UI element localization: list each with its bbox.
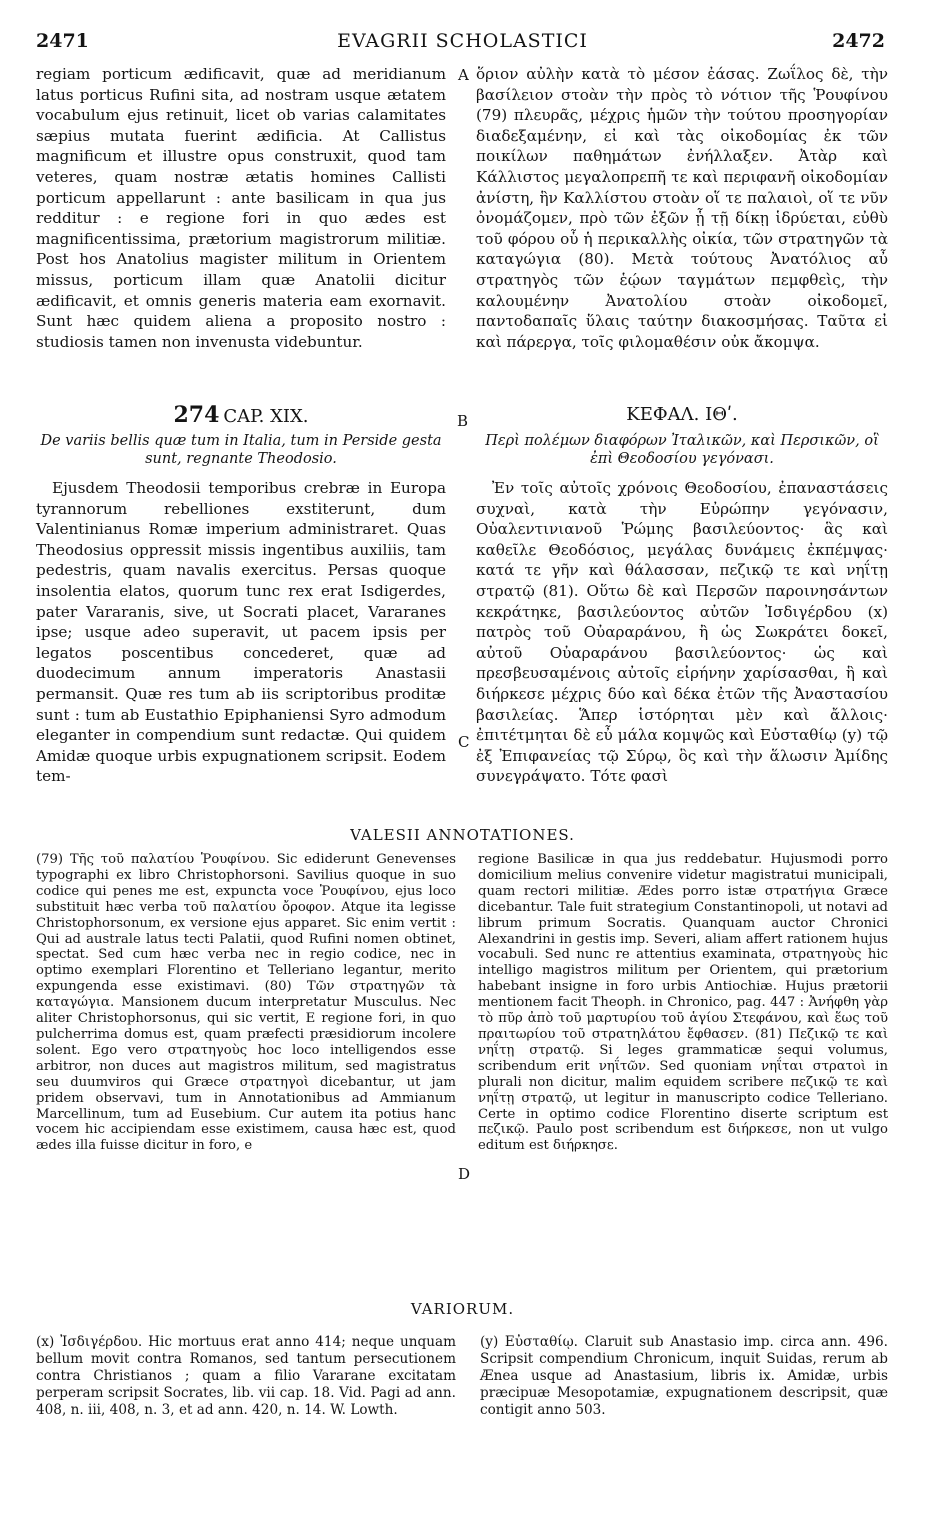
margin-letter-c: C: [458, 733, 470, 751]
margin-letter-b: B: [457, 412, 469, 430]
variorum-note-text-right: (y) Εὐσταθίῳ. Claruit sub Anastasio imp. circa ann. 496. Scripsit compendium Chronicum, inquit Suidas, rerum ab Ænea usque ad Anastasium, libris ix. Amidæ, urbis præcipuæ Mesopotamiæ, expugnationem descripsit, quæ contigit anno 503.: [480, 1334, 888, 1418]
greek-column-top: [476, 64, 888, 352]
chapter-number: 274: [173, 402, 220, 428]
variorum-note-left: [36, 1334, 456, 1419]
valesii-heading: VALESII ANNOTATIONES.: [350, 826, 575, 844]
valesii-note-text-right: regione Basilicæ in qua jus reddebatur. Hujusmodi porro domicilium melius convenire videtur magistratui municipali, quam rectori militiæ. Ædes porro istæ στρατήγια Græce dicebantur. Tale fuit strategium Constantinopoli, ut notavi ad librum primum Socratis. Quanquam auctor Chronici Alexandrini in gestis imp. Severi, aliam affert rationem hujus vocabuli. Sed nunc re attentius examinata, στρατηγοὺς hic intelligo magistros militum per Orientem, qui prætorium habebant insigne in foro urbis Antiochiæ. Hujus prætorii mentionem facit Theoph. in Chronico, pag. 447 : Ἀνήφθη γὰρ τὸ πῦρ ἀπὸ τοῦ μαρτυρίου τοῦ ἁγίου Στεφάνου, καὶ ἕως τοῦ πραιτωρίου τοῦ στρατηλάτου ἔφθασεν. (81) Πεζικῷ τε καὶ νηΐτῃ στρατῷ. Si leges grammaticæ sequi volumus, scribendum erit νηΐτῶν. Sed quoniam νηΐται στρατοὶ in plurali non dicitur, malim equidem scribere πεζικῷ τε καὶ νηΐτῃ στρατῷ, ut legitur in manuscripto codice Telleriano. Certe in optimo codice Florentino diserte scriptum est πεζικῷ. Paulo post scribendum est διήρκεσε, non ut vulgo editum est διήρκησε.: [478, 852, 888, 1154]
latin-chapter-label: CAP. XIX.: [223, 406, 309, 427]
greek-paragraph-top: ὅριον αὐλὴν κατὰ τὸ μέσον ἐάσας. Ζωΐλος δὲ, τὴν βασίλειον στοὰν τὴν πρὸς τὸ νότιον τῆς Ῥουφίνου (79) πλευρᾶς, μέχρις ἡμῶν τὴν τούτου προσηγορίαν διαδεξαμένην, εἰ καὶ τὰς οἰκοδομίας ἐκ τῶν ποικίλων παθημάτων ἐνήλλαξεν. Ἀτὰρ καὶ Κάλλιστος μεγαλοπρεπῆ τε καὶ περιφανῆ οἰκοδομίαν ἀνίστη, ἣν Καλλίστου στοὰν οἵ τε παλαιοὶ, οἵ τε νῦν ὀνομάζομεν, πρὸ τῶν ἐξῶν ᾗ τῇ δίκῃ ἱδρύεται, εὐθὺ τοῦ φόρου οὗ ἡ περικαλλὴς οἰκία, τῶν στρατηγῶν τὰ καταγώγια (80). Μετὰ τούτους Ἀνατόλιος αὖ στρατηγὸς τῶν ἑῴων ταγμάτων πεμφθεὶς, τὴν καλουμένην Ἀνατολίου στοὰν οἰκοδομεῖ, παντοδαπαῖς ὕλαις ταύτην διακοσμήσας. Ταῦτα εἰ καὶ πάρεργα, τοῖς φιλομαθέσιν οὐκ ἄκομψα.: [476, 65, 888, 351]
variorum-note-right: [480, 1334, 888, 1419]
latin-chapter-heading: [36, 402, 446, 428]
latin-column-top: [36, 64, 446, 352]
latin-column-body: [36, 478, 446, 787]
margin-letter-a: A: [458, 66, 469, 84]
variorum-note-text-left: (x) Ἰσδιγέρδου. Hic mortuus erat anno 414; neque unquam bellum movit contra Romanos, sed tantum persecutionem contra Christianos ; quam a filio Vararane excitatam perperam scripsit Socrates, lib. vii cap. 18. Vid. Pagi ad ann. 408, n. iii, 408, n. 3, et ad ann. 420, n. 14. W. Lowth.: [36, 1334, 456, 1418]
latin-paragraph-top: regiam porticum ædificavit, quæ ad meridianum latus porticus Rufini sita, ad nostram usque ætatem vocabulum ejus retinuit, licet ob varias calamitates sæpius mutata fuerint ædificia. At Callistus magnificum et illustre opus construxit, quod tam veteres, quam nostræ ætatis homines Callisti porticum appellarunt : ante basilicam in qua jus redditur : e regione fori in quo ædes est magnificentissima, prætorium magistrorum militiæ. Post hos Anatolius magister militum in Orientem missus, porticum illam quæ Anatolii dicitur ædificavit, et omnis generis materia eam exornavit. Sunt hæc quidem aliena a proposito nostro : studiosis tamen non invenusta videbuntur.: [36, 65, 446, 351]
greek-chapter-heading: ΚΕΦΑΛ. ΙΘʹ.: [626, 404, 738, 425]
valesii-note-text-left: (79) Τῆς τοῦ παλατίου Ῥουφίνου. Sic ediderunt Genevenses typographi ex libro Christophorsoni. Savilius quoque in suo codice qui penes me est, expuncta voce Ῥουφίνου, ejus loco substituit hæc verba τοῦ παλατίου ὄροφον. Atque ita legisse Christophorsonum, ex versione ejus apparet. Sic enim vertit : Qui ad australe latus tecti Palatii, quod Rufini nomen obtinet, spectat. Sed cum hæc verba nec in regio codice, nec in optimo exemplari Florentino et Telleriano legantur, merito expungenda esse existimavi. (80) Τῶν στρατηγῶν τὰ καταγώγια. Mansionem ducum interpretatur Musculus. Nec aliter Christophorsonus, qui sic vertit, E regione fori, in quo pulcherrima domus est, quam præfecti præsidiorum incolere solent. Ego vero στρατηγοὺς hoc loco intelligendos esse arbitror, non duces aut magistros militum, sed magistratus seu duumviros qui Græce στρατηγοὶ dicebantur, ut jam pridem observavi, tum in Annotationibus ad Ammianum Marcellinum, tum ad Eusebium. Cur autem ita potius hanc vocem hic accipiendam esse existimem, causa hæc est, quod ædes illa fuisse dicitur in foro, e: [36, 852, 456, 1154]
latin-chapter-subtitle: De variis bellis quæ tum in Italia, tum in Perside gesta sunt, regnante Theodosio.: [40, 433, 442, 467]
greek-chapter-subtitle: Περὶ πολέμων διαφόρων Ἰταλικῶν, καὶ Περσικῶν, οἳ ἐπὶ Θεοδοσίου γεγόνασι.: [485, 433, 879, 467]
valesii-notes-right: [478, 852, 888, 1154]
variorum-heading: VARIORUM.: [410, 1300, 515, 1318]
page-number-left: 2471: [36, 30, 89, 52]
greek-column-body: [476, 478, 888, 787]
page-number-right: 2472: [832, 30, 885, 52]
greek-paragraph-body: Ἐν τοῖς αὐτοῖς χρόνοις Θεοδοσίου, ἐπαναστάσεις συχναὶ, κατὰ τὴν Εὐρώπην γεγόνασιν, Οὐαλεντινιανοῦ Ῥώμης βασιλεύοντος· ἃς καὶ καθεῖλε Θεοδόσιος, μεγάλας δυνάμεις ἐκπέμψας· κατά τε γῆν καὶ θάλασσαν, πεζικῷ τε καὶ νηΐτῃ στρατῷ (81). Οὕτω δὲ καὶ Περσῶν παροινησάντων κεκράτηκε, βασιλεύοντος αὐτῶν Ἰσδιγέρδου (x) πατρὸς τοῦ Οὐαραράνου, ἢ ὡς Σωκράτει δοκεῖ, αὐτοῦ Οὐαραράνου βασιλεύοντος· ὡς καὶ πρεσβευσαμένοις αὐτοῖς εἰρήνην χαρίσασθαι, ἣ καὶ διήρκεσε μέχρις δύο καὶ δέκα ἐτῶν τῆς Ἀναστασίου βασιλείας. Ἅπερ ἱστόρηται μὲν καὶ ἄλλοις· ἐπιτέτμηται δὲ εὖ μάλα κομψῶς καὶ Εὐσταθίῳ (y) τῷ ἐξ Ἐπιφανείας τῷ Σύρῳ, ὃς καὶ τὴν ἅλωσιν Ἀμίδης συνεγράψατο. Τότε φασὶ: [476, 479, 888, 786]
latin-paragraph-body: Ejusdem Theodosii temporibus crebræ in Europa tyrannorum rebelliones exstiterunt, dum Valentinianus Romæ imperium administraret. Quas Theodosius oppressit missis ingentibus auxiliis, tam pedestris, quam navalis exercitus. Persas quoque insolentia elatos, quorum tunc rex erat Isdigerdes, pater Vararanis, sive, ut Socrati placet, Vararanes ipse; usque adeo superavit, ut pacem ipsis per legatos poscentibus concederet, quæ ad duodecimum annum imperatoris Anastasii permansit. Quæ res tum ab iis scriptoribus proditæ sunt : tum ab Eustathio Epiphaniensi Syro admodum eleganter in compendium sunt redactæ. Qui quidem Amidæ quoque urbis expugnationem scripsit. Eodem tem-: [36, 479, 446, 786]
margin-letter-d: D: [458, 1165, 471, 1183]
running-title: EVAGRII SCHOLASTICI: [337, 30, 588, 52]
valesii-notes-left: [36, 852, 456, 1154]
